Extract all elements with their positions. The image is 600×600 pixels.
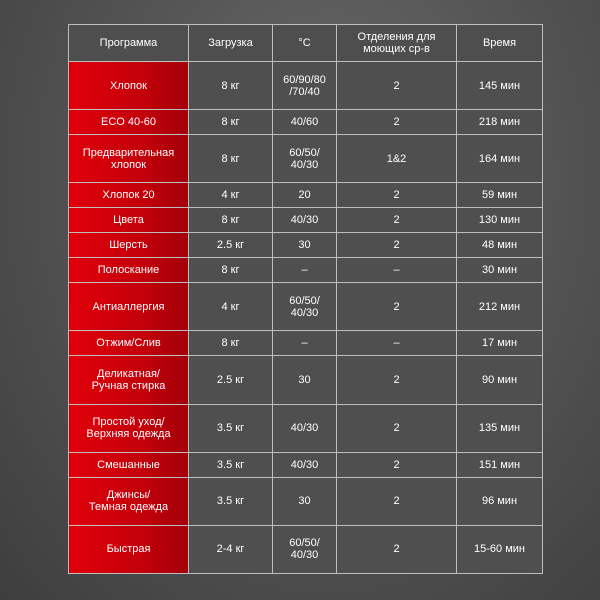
cell-compartment: 2	[337, 208, 457, 233]
cell-load: 4 кг	[189, 183, 273, 208]
cell-temperature: 60/90/80 /70/40	[273, 62, 337, 110]
cell-time: 59 мин	[457, 183, 543, 208]
cell-load: 8 кг	[189, 135, 273, 183]
cell-time: 212 мин	[457, 283, 543, 331]
table-row	[69, 110, 543, 135]
cell-temperature: 40/60	[273, 110, 337, 135]
cell-program: Шерсть	[69, 233, 189, 258]
cell-compartment: 1&2	[337, 135, 457, 183]
table-header-row	[69, 25, 543, 62]
table-row	[69, 477, 543, 525]
cell-time: 90 мин	[457, 356, 543, 404]
cell-program: ECO 40-60	[69, 110, 189, 135]
cell-program: Быстрая	[69, 525, 189, 573]
cell-time: 30 мин	[457, 258, 543, 283]
cell-compartment: 2	[337, 62, 457, 110]
cell-time: 164 мин	[457, 135, 543, 183]
cell-load: 4 кг	[189, 283, 273, 331]
cell-compartment: –	[337, 331, 457, 356]
cell-temperature: 30	[273, 356, 337, 404]
table-row	[69, 404, 543, 452]
table-row	[69, 283, 543, 331]
cell-temperature: 40/30	[273, 208, 337, 233]
cell-program: Смешанные	[69, 452, 189, 477]
cell-program: Хлопок 20	[69, 183, 189, 208]
header-time: Время	[457, 25, 543, 62]
cell-time: 15-60 мин	[457, 525, 543, 573]
header-temperature: °C	[273, 25, 337, 62]
cell-program: Простой уход/ Верхняя одежда	[69, 404, 189, 452]
header-load: Загрузка	[189, 25, 273, 62]
table-row	[69, 356, 543, 404]
cell-load: 3.5 кг	[189, 404, 273, 452]
table-body	[69, 62, 543, 574]
cell-temperature: 60/50/ 40/30	[273, 135, 337, 183]
cell-temperature: 30	[273, 233, 337, 258]
cell-compartment: 2	[337, 477, 457, 525]
cell-load: 2-4 кг	[189, 525, 273, 573]
cell-temperature: 40/30	[273, 404, 337, 452]
cell-time: 96 мин	[457, 477, 543, 525]
cell-compartment: 2	[337, 356, 457, 404]
cell-compartment: 2	[337, 283, 457, 331]
cell-compartment: 2	[337, 183, 457, 208]
cell-load: 3.5 кг	[189, 477, 273, 525]
cell-program: Полоскание	[69, 258, 189, 283]
cell-load: 8 кг	[189, 110, 273, 135]
cell-program: Джинсы/ Темная одежда	[69, 477, 189, 525]
cell-load: 8 кг	[189, 258, 273, 283]
cell-time: 48 мин	[457, 233, 543, 258]
cell-temperature: 60/50/ 40/30	[273, 283, 337, 331]
cell-time: 130 мин	[457, 208, 543, 233]
cell-load: 2.5 кг	[189, 356, 273, 404]
cell-program: Деликатная/ Ручная стирка	[69, 356, 189, 404]
table-row	[69, 135, 543, 183]
table-row	[69, 183, 543, 208]
cell-time: 135 мин	[457, 404, 543, 452]
header-detergent-compartment: Отделения для моющих ср-в	[337, 25, 457, 62]
cell-program: Отжим/Слив	[69, 331, 189, 356]
cell-compartment: –	[337, 258, 457, 283]
cell-temperature: 40/30	[273, 452, 337, 477]
cell-compartment: 2	[337, 233, 457, 258]
cell-program: Хлопок	[69, 62, 189, 110]
table-row	[69, 258, 543, 283]
cell-load: 8 кг	[189, 62, 273, 110]
cell-program: Цвета	[69, 208, 189, 233]
wash-programs-table	[68, 24, 543, 574]
cell-load: 8 кг	[189, 208, 273, 233]
cell-program: Антиаллергия	[69, 283, 189, 331]
table-row	[69, 452, 543, 477]
table-row	[69, 331, 543, 356]
table-row	[69, 233, 543, 258]
table-row	[69, 208, 543, 233]
cell-temperature: –	[273, 258, 337, 283]
cell-time: 151 мин	[457, 452, 543, 477]
cell-temperature: 30	[273, 477, 337, 525]
cell-temperature: 60/50/ 40/30	[273, 525, 337, 573]
cell-compartment: 2	[337, 525, 457, 573]
header-program: Программа	[69, 25, 189, 62]
cell-load: 3.5 кг	[189, 452, 273, 477]
cell-compartment: 2	[337, 452, 457, 477]
cell-compartment: 2	[337, 110, 457, 135]
cell-time: 17 мин	[457, 331, 543, 356]
cell-load: 8 кг	[189, 331, 273, 356]
cell-time: 218 мин	[457, 110, 543, 135]
cell-temperature: 20	[273, 183, 337, 208]
cell-program: Предварительная хлопок	[69, 135, 189, 183]
cell-time: 145 мин	[457, 62, 543, 110]
table-row	[69, 62, 543, 110]
cell-compartment: 2	[337, 404, 457, 452]
cell-temperature: –	[273, 331, 337, 356]
table-row	[69, 525, 543, 573]
cell-load: 2.5 кг	[189, 233, 273, 258]
